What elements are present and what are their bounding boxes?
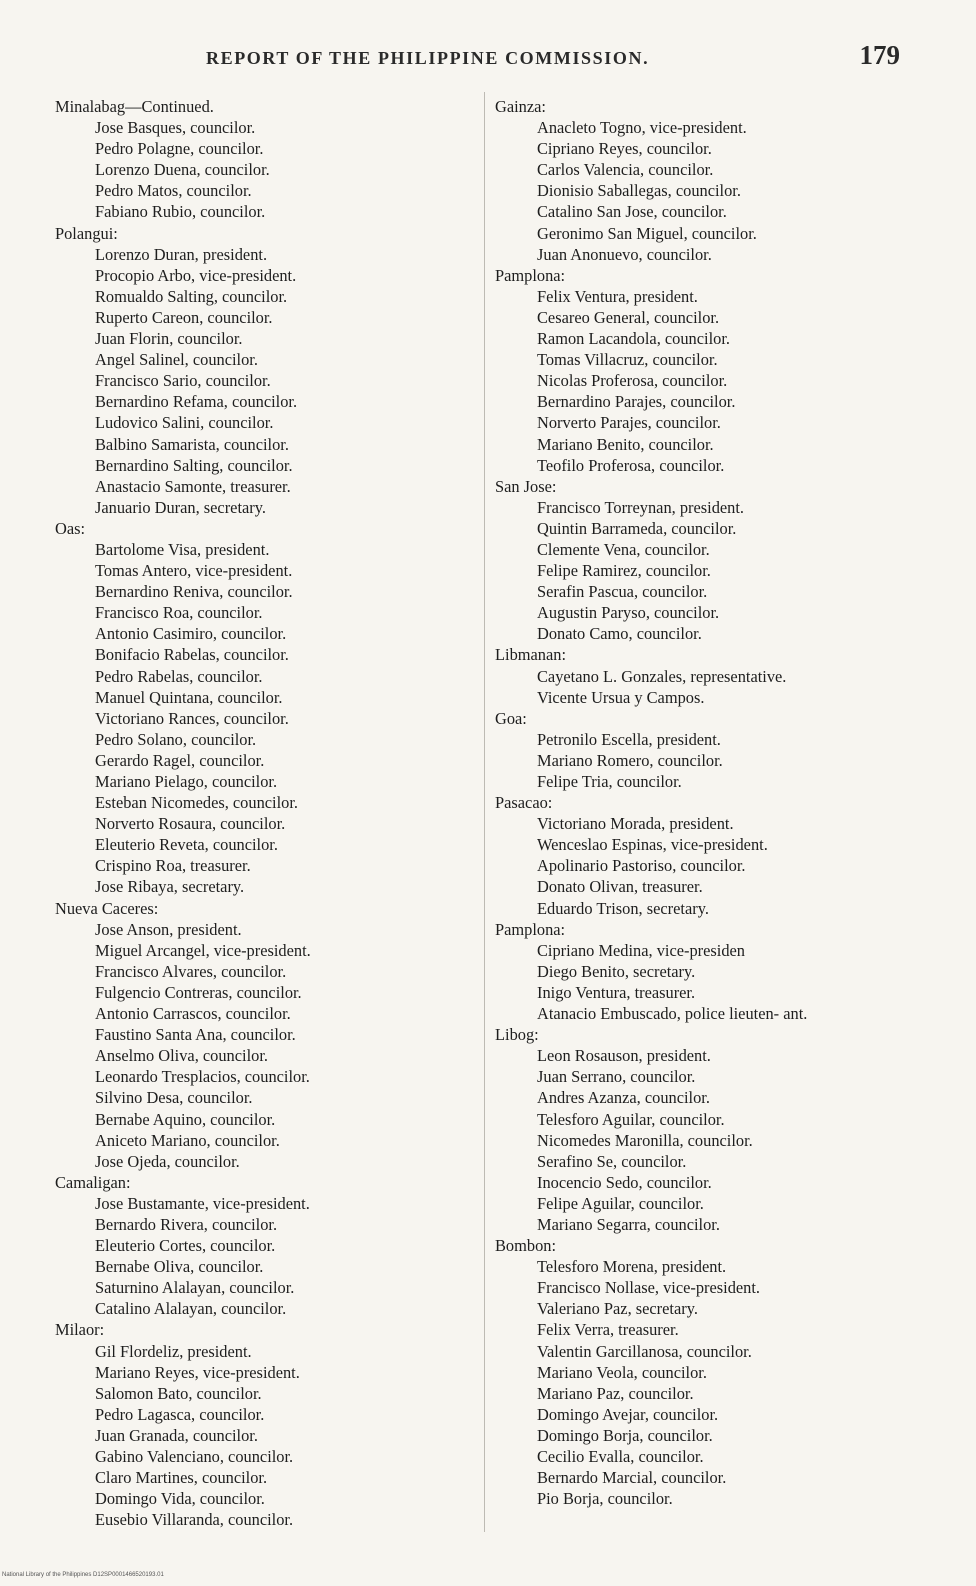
official-entry: Lorenzo Duran, president.	[95, 244, 268, 264]
official-entry: Telesforo Aguilar, councilor.	[537, 1109, 725, 1129]
official-entry: Quintin Barrameda, councilor.	[537, 518, 737, 538]
official-entry: Pedro Solano, councilor.	[95, 729, 257, 749]
official-entry: Antonio Carrascos, councilor.	[95, 1004, 291, 1024]
official-entry: Catalino Alalayan, councilor.	[95, 1299, 287, 1319]
official-entry: Bernardino Reniva, councilor.	[95, 582, 293, 602]
official-entry: Donato Camo, councilor.	[537, 624, 702, 644]
town-heading: Bombon:	[495, 1236, 557, 1256]
town-heading: Nueva Caceres:	[55, 898, 159, 918]
official-entry: Eleuterio Reveta, councilor.	[95, 835, 278, 855]
official-entry: Jose Ribaya, secretary.	[95, 877, 245, 897]
running-title: REPORT OF THE PHILIPPINE COMMISSION.	[206, 48, 650, 68]
official-entry: Juan Granada, councilor.	[95, 1425, 258, 1445]
official-entry: Ramon Lacandola, councilor.	[537, 329, 730, 349]
official-entry: Juan Anonuevo, councilor.	[537, 244, 712, 264]
official-entry: Mariano Romero, councilor.	[537, 750, 723, 770]
town-heading: Milaor:	[55, 1320, 105, 1340]
official-entry: Francisco Nollase, vice-president.	[537, 1278, 761, 1298]
official-entry: Inigo Ventura, treasurer.	[537, 982, 696, 1002]
official-entry: Bernabe Oliva, councilor.	[95, 1257, 264, 1277]
official-entry: Domingo Borja, councilor.	[537, 1425, 713, 1445]
official-entry: Augustin Paryso, councilor.	[537, 603, 720, 623]
official-entry: Bernabe Aquino, councilor.	[95, 1109, 276, 1129]
official-entry: Jose Anson, president.	[95, 919, 242, 939]
official-entry: Carlos Valencia, councilor.	[537, 160, 714, 180]
official-entry: Leon Rosauson, president.	[537, 1046, 711, 1066]
official-entry: Bernardo Marcial, councilor.	[537, 1468, 727, 1488]
official-entry: Jose Ojeda, councilor.	[95, 1151, 240, 1171]
official-entry: Felipe Aguilar, councilor.	[537, 1193, 704, 1213]
official-entry: Tomas Antero, vice-president.	[95, 561, 293, 581]
official-entry: Anastacio Samonte, treasurer.	[95, 476, 291, 496]
official-entry: Apolinario Pastoriso, councilor.	[537, 856, 746, 876]
official-entry: Cipriano Medina, vice-presiden	[537, 940, 746, 960]
official-entry: Geronimo San Miguel, councilor.	[537, 223, 757, 243]
official-entry: Victoriano Rances, councilor.	[95, 708, 289, 728]
town-heading: Goa:	[495, 708, 527, 728]
official-entry: Juan Florin, councilor.	[95, 329, 243, 349]
town-heading: Pamplona:	[495, 919, 566, 939]
official-entry: Clemente Vena, councilor.	[537, 539, 710, 559]
official-entry: Manuel Quintana, councilor.	[95, 687, 283, 707]
official-entry: Dionisio Saballegas, councilor.	[537, 181, 741, 201]
official-entry: Leonardo Tresplacios, councilor.	[95, 1067, 310, 1087]
official-entry: Pedro Polagne, councilor.	[95, 139, 264, 159]
official-entry: Salomon Bato, councilor.	[95, 1383, 262, 1403]
town-heading: Libmanan:	[495, 645, 567, 665]
official-entry: Fulgencio Contreras, councilor.	[95, 982, 302, 1002]
official-entry: Mariano Paz, councilor.	[537, 1383, 694, 1403]
official-entry: Pio Borja, councilor.	[537, 1489, 673, 1509]
official-entry: Francisco Roa, councilor.	[95, 603, 263, 623]
official-entry: Ludovico Salini, councilor.	[95, 413, 274, 433]
official-entry: Catalino San Jose, councilor.	[537, 202, 727, 222]
official-entry: Wenceslao Espinas, vice-president.	[537, 835, 768, 855]
official-entry: Francisco Alvares, councilor.	[95, 961, 287, 981]
official-entry: Bonifacio Rabelas, councilor.	[95, 645, 289, 665]
official-entry: Bernardino Parajes, councilor.	[537, 392, 736, 412]
town-heading: Camaligan:	[55, 1172, 131, 1192]
official-entry: Eleuterio Cortes, councilor.	[95, 1236, 276, 1256]
official-entry: Donato Olivan, treasurer.	[537, 877, 703, 897]
official-entry: Bernardo Rivera, councilor.	[95, 1214, 278, 1234]
official-entry: Gerardo Ragel, councilor.	[95, 750, 265, 770]
official-entry: Procopio Arbo, vice-president.	[95, 265, 297, 285]
page-header	[200, 40, 900, 74]
official-entry: Pedro Rabelas, councilor.	[95, 666, 263, 686]
official-entry: Mariano Reyes, vice-president.	[95, 1362, 300, 1382]
official-entry: Gil Flordeliz, president.	[95, 1341, 252, 1361]
official-entry: Pedro Lagasca, councilor.	[95, 1404, 265, 1424]
official-entry: Petronilo Escella, president.	[537, 729, 721, 749]
official-entry: Mariano Segarra, councilor.	[537, 1214, 720, 1234]
town-heading: Gainza:	[495, 97, 546, 116]
official-entry: Romualdo Salting, councilor.	[95, 286, 288, 306]
official-entry: Nicomedes Maronilla, councilor.	[537, 1130, 753, 1150]
official-entry: Gabino Valenciano, councilor.	[95, 1447, 294, 1466]
official-entry: Inocencio Sedo, councilor.	[537, 1172, 712, 1192]
official-entry: Domingo Avejar, councilor.	[537, 1404, 719, 1424]
official-entry: Bernardino Refama, councilor.	[95, 392, 298, 412]
official-entry: Felix Verra, treasurer.	[537, 1320, 679, 1340]
official-entry: Claro Martines, councilor.	[95, 1468, 268, 1488]
official-entry: Cesareo General, councilor.	[537, 307, 720, 327]
official-entry: Bartolome Visa, president.	[95, 539, 270, 559]
official-entry: Cayetano L. Gonzales, representative.	[537, 666, 787, 686]
town-heading: Pamplona:	[495, 265, 566, 285]
page-number: 179	[859, 40, 900, 70]
official-entry: Francisco Sario, councilor.	[95, 371, 271, 391]
official-entry: Atanacio Embuscado, police lieuten- ant.	[537, 1004, 808, 1024]
official-entry: Telesforo Morena, president.	[537, 1257, 727, 1277]
official-entry: Serafin Pascua, councilor.	[537, 582, 708, 602]
town-heading: Libog:	[495, 1025, 539, 1045]
official-entry: Mariano Pielago, councilor.	[95, 772, 278, 791]
official-entry: Eusebio Villaranda, councilor.	[95, 1510, 294, 1530]
official-entry: Anselmo Oliva, councilor.	[95, 1046, 268, 1066]
town-heading: Polangui:	[55, 223, 118, 243]
official-entry: Aniceto Mariano, councilor.	[95, 1130, 280, 1150]
official-entry: Fabiano Rubio, councilor.	[95, 202, 266, 222]
official-entry: Serafino Se, councilor.	[537, 1151, 687, 1171]
official-entry: Saturnino Alalayan, councilor.	[95, 1278, 295, 1298]
official-entry: Faustino Santa Ana, councilor.	[95, 1025, 296, 1045]
official-entry: Cipriano Reyes, councilor.	[537, 139, 712, 159]
official-entry: Eduardo Trison, secretary.	[537, 898, 709, 918]
official-entry: Pedro Matos, councilor.	[95, 181, 252, 201]
official-entry: Norverto Rosaura, councilor.	[95, 814, 286, 834]
left-column	[55, 96, 475, 1530]
official-entry: Jose Basques, councilor.	[95, 118, 256, 138]
official-entry: Jose Bustamante, vice-president.	[95, 1193, 310, 1213]
official-entry: Antonio Casimiro, councilor.	[95, 624, 287, 644]
official-entry: Balbino Samarista, councilor.	[95, 434, 289, 454]
footer-stamp: National Library of the Philippines D12SP0001466520193.01	[2, 1572, 164, 1578]
official-entry: Mariano Benito, councilor.	[537, 434, 714, 454]
official-entry: Andres Azanza, councilor.	[537, 1088, 710, 1108]
official-entry: Victoriano Morada, president.	[537, 814, 734, 834]
official-entry: Francisco Torreynan, president.	[537, 497, 745, 517]
official-entry: Juan Serrano, councilor.	[537, 1067, 696, 1087]
official-entry: Lorenzo Duena, councilor.	[95, 160, 270, 180]
official-entry: Silvino Desa, councilor.	[95, 1088, 253, 1108]
official-entry: Felix Ventura, president.	[537, 286, 698, 306]
official-entry: Nicolas Proferosa, councilor.	[537, 371, 728, 391]
official-entry: Angel Salinel, councilor.	[95, 350, 258, 370]
official-entry: Diego Benito, secretary.	[537, 961, 696, 981]
official-entry: Valeriano Paz, secretary.	[537, 1299, 698, 1319]
official-entry: Miguel Arcangel, vice-president.	[95, 940, 311, 960]
official-entry: Vicente Ursua y Campos.	[537, 687, 705, 707]
town-heading: San Jose:	[495, 476, 557, 496]
official-entry: Mariano Veola, councilor.	[537, 1362, 707, 1382]
official-entry: Anacleto Togno, vice-president.	[537, 118, 747, 138]
official-entry: Bernardino Salting, councilor.	[95, 455, 293, 475]
official-entry: Felipe Ramirez, councilor.	[537, 561, 711, 581]
official-entry: Crispino Roa, treasurer.	[95, 856, 251, 876]
official-entry: Tomas Villacruz, councilor.	[537, 350, 718, 370]
official-entry: Valentin Garcillanosa, councilor.	[537, 1341, 752, 1361]
official-entry: Januario Duran, secretary.	[95, 497, 266, 517]
town-heading: Oas:	[55, 518, 86, 538]
column-divider	[484, 92, 485, 1532]
official-entry: Norverto Parajes, councilor.	[537, 413, 721, 433]
official-entry: Cecilio Evalla, councilor.	[537, 1447, 704, 1466]
town-heading: Pasacao:	[495, 793, 553, 813]
official-entry: Domingo Vida, councilor.	[95, 1489, 265, 1509]
official-entry: Ruperto Careon, councilor.	[95, 307, 273, 327]
right-column	[495, 96, 925, 1509]
town-heading: Minalabag—Continued.	[55, 97, 214, 116]
official-entry: Esteban Nicomedes, councilor.	[95, 793, 299, 813]
official-entry: Felipe Tria, councilor.	[537, 772, 682, 791]
official-entry: Teofilo Proferosa, councilor.	[537, 455, 725, 475]
